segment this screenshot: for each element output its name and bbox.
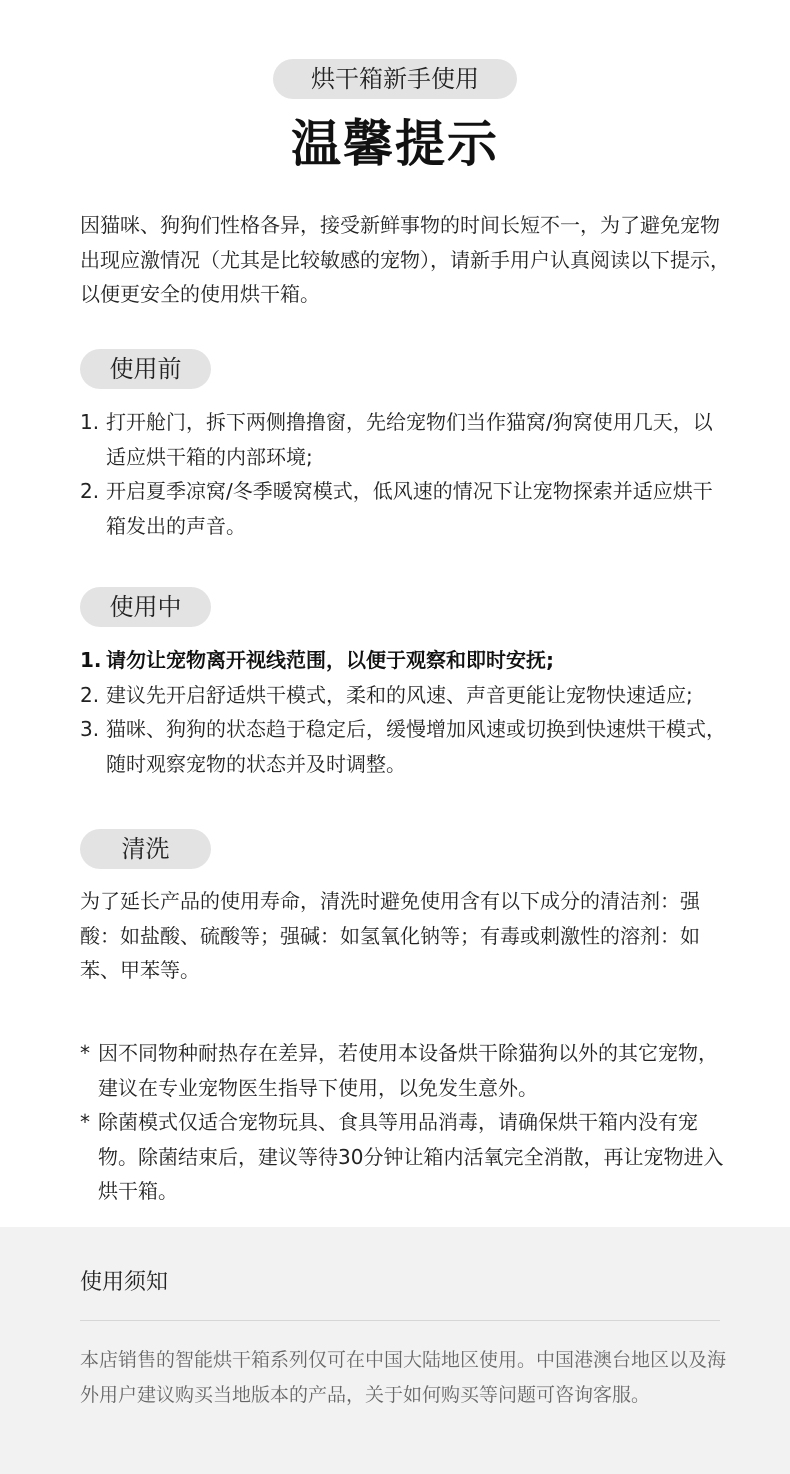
list-item-number: 3. [80,717,100,741]
note-text: 因不同物种耐热存在差异，若使用本设备烘干除猫狗以外的其它宠物，建议在专业宠物医生指导下使用，以免发生意外。 [98,1041,718,1100]
footer-panel [0,1227,790,1474]
list-item-number: 1. [80,410,100,434]
footer-divider [80,1320,720,1321]
before-use-list [80,405,730,543]
note-asterisk: * [80,1041,90,1065]
section-label-before-use: 使用前 [80,349,211,389]
list-item [80,678,730,713]
list-item-text: 打开舱门，拆下两侧撸撸窗，先给宠物们当作猫窝/狗窝使用几天，以适应烘干箱的内部环境; [106,410,713,469]
list-item [80,405,730,474]
note-text: 除菌模式仅适合宠物玩具、食具等用品消毒，请确保烘干箱内没有宠物。除菌结束后，建议等待30分钟让箱内活氧完全消散，再让宠物进入烘干箱。 [98,1110,724,1203]
notes-list [80,1036,730,1209]
note-item [80,1036,730,1105]
cleaning-paragraph: 为了延长产品的使用寿命，清洗时避免使用含有以下成分的清洁剂：强酸：如盐酸、硫酸等；强碱：如氢氧化钠等；有毒或刺激性的溶剂：如苯、甲苯等。 [80,889,700,982]
list-item [80,712,730,781]
section-label-cleaning: 清洗 [80,829,211,869]
list-item-text: 建议先开启舒适烘干模式，柔和的风速、声音更能让宠物快速适应; [106,682,693,707]
list-item-number: 1. [80,648,102,672]
intro-paragraph: 因猫咪、狗狗们性格各异，接受新鲜事物的时间长短不一，为了避免宠物出现应激情况（尤其是比较敏感的宠物），请新手用户认真阅读以下提示，以便更安全的使用烘干箱。 [80,213,730,306]
section-label-during-use: 使用中 [80,587,211,627]
list-item-text: 猫咪、狗狗的状态趋于稳定后，缓慢增加风速或切换到快速烘干模式，随时观察宠物的状态并及时调整。 [106,717,726,776]
header-pill: 烘干箱新手使用 [273,59,517,99]
note-asterisk: * [80,1110,90,1134]
footer-text: 本店销售的智能烘干箱系列仅可在中国大陆地区使用。中国港澳台地区以及海外用户建议购买当地版本的产品，关于如何购买等问题可咨询客服。 [80,1349,727,1406]
list-item [80,474,730,543]
list-item-number: 2. [80,682,100,707]
list-item [80,643,730,678]
page-title: 温馨提示 [291,115,499,173]
list-item-text: 开启夏季凉窝/冬季暖窝模式，低风速的情况下让宠物探索并适应烘干箱发出的声音。 [106,479,713,538]
footer-title: 使用须知 [80,1270,169,1295]
list-item-text: 请勿让宠物离开视线范围，以便于观察和即时安抚; [106,648,554,672]
note-item [80,1105,730,1209]
during-use-list [80,643,730,781]
list-item-number: 2. [80,479,100,503]
